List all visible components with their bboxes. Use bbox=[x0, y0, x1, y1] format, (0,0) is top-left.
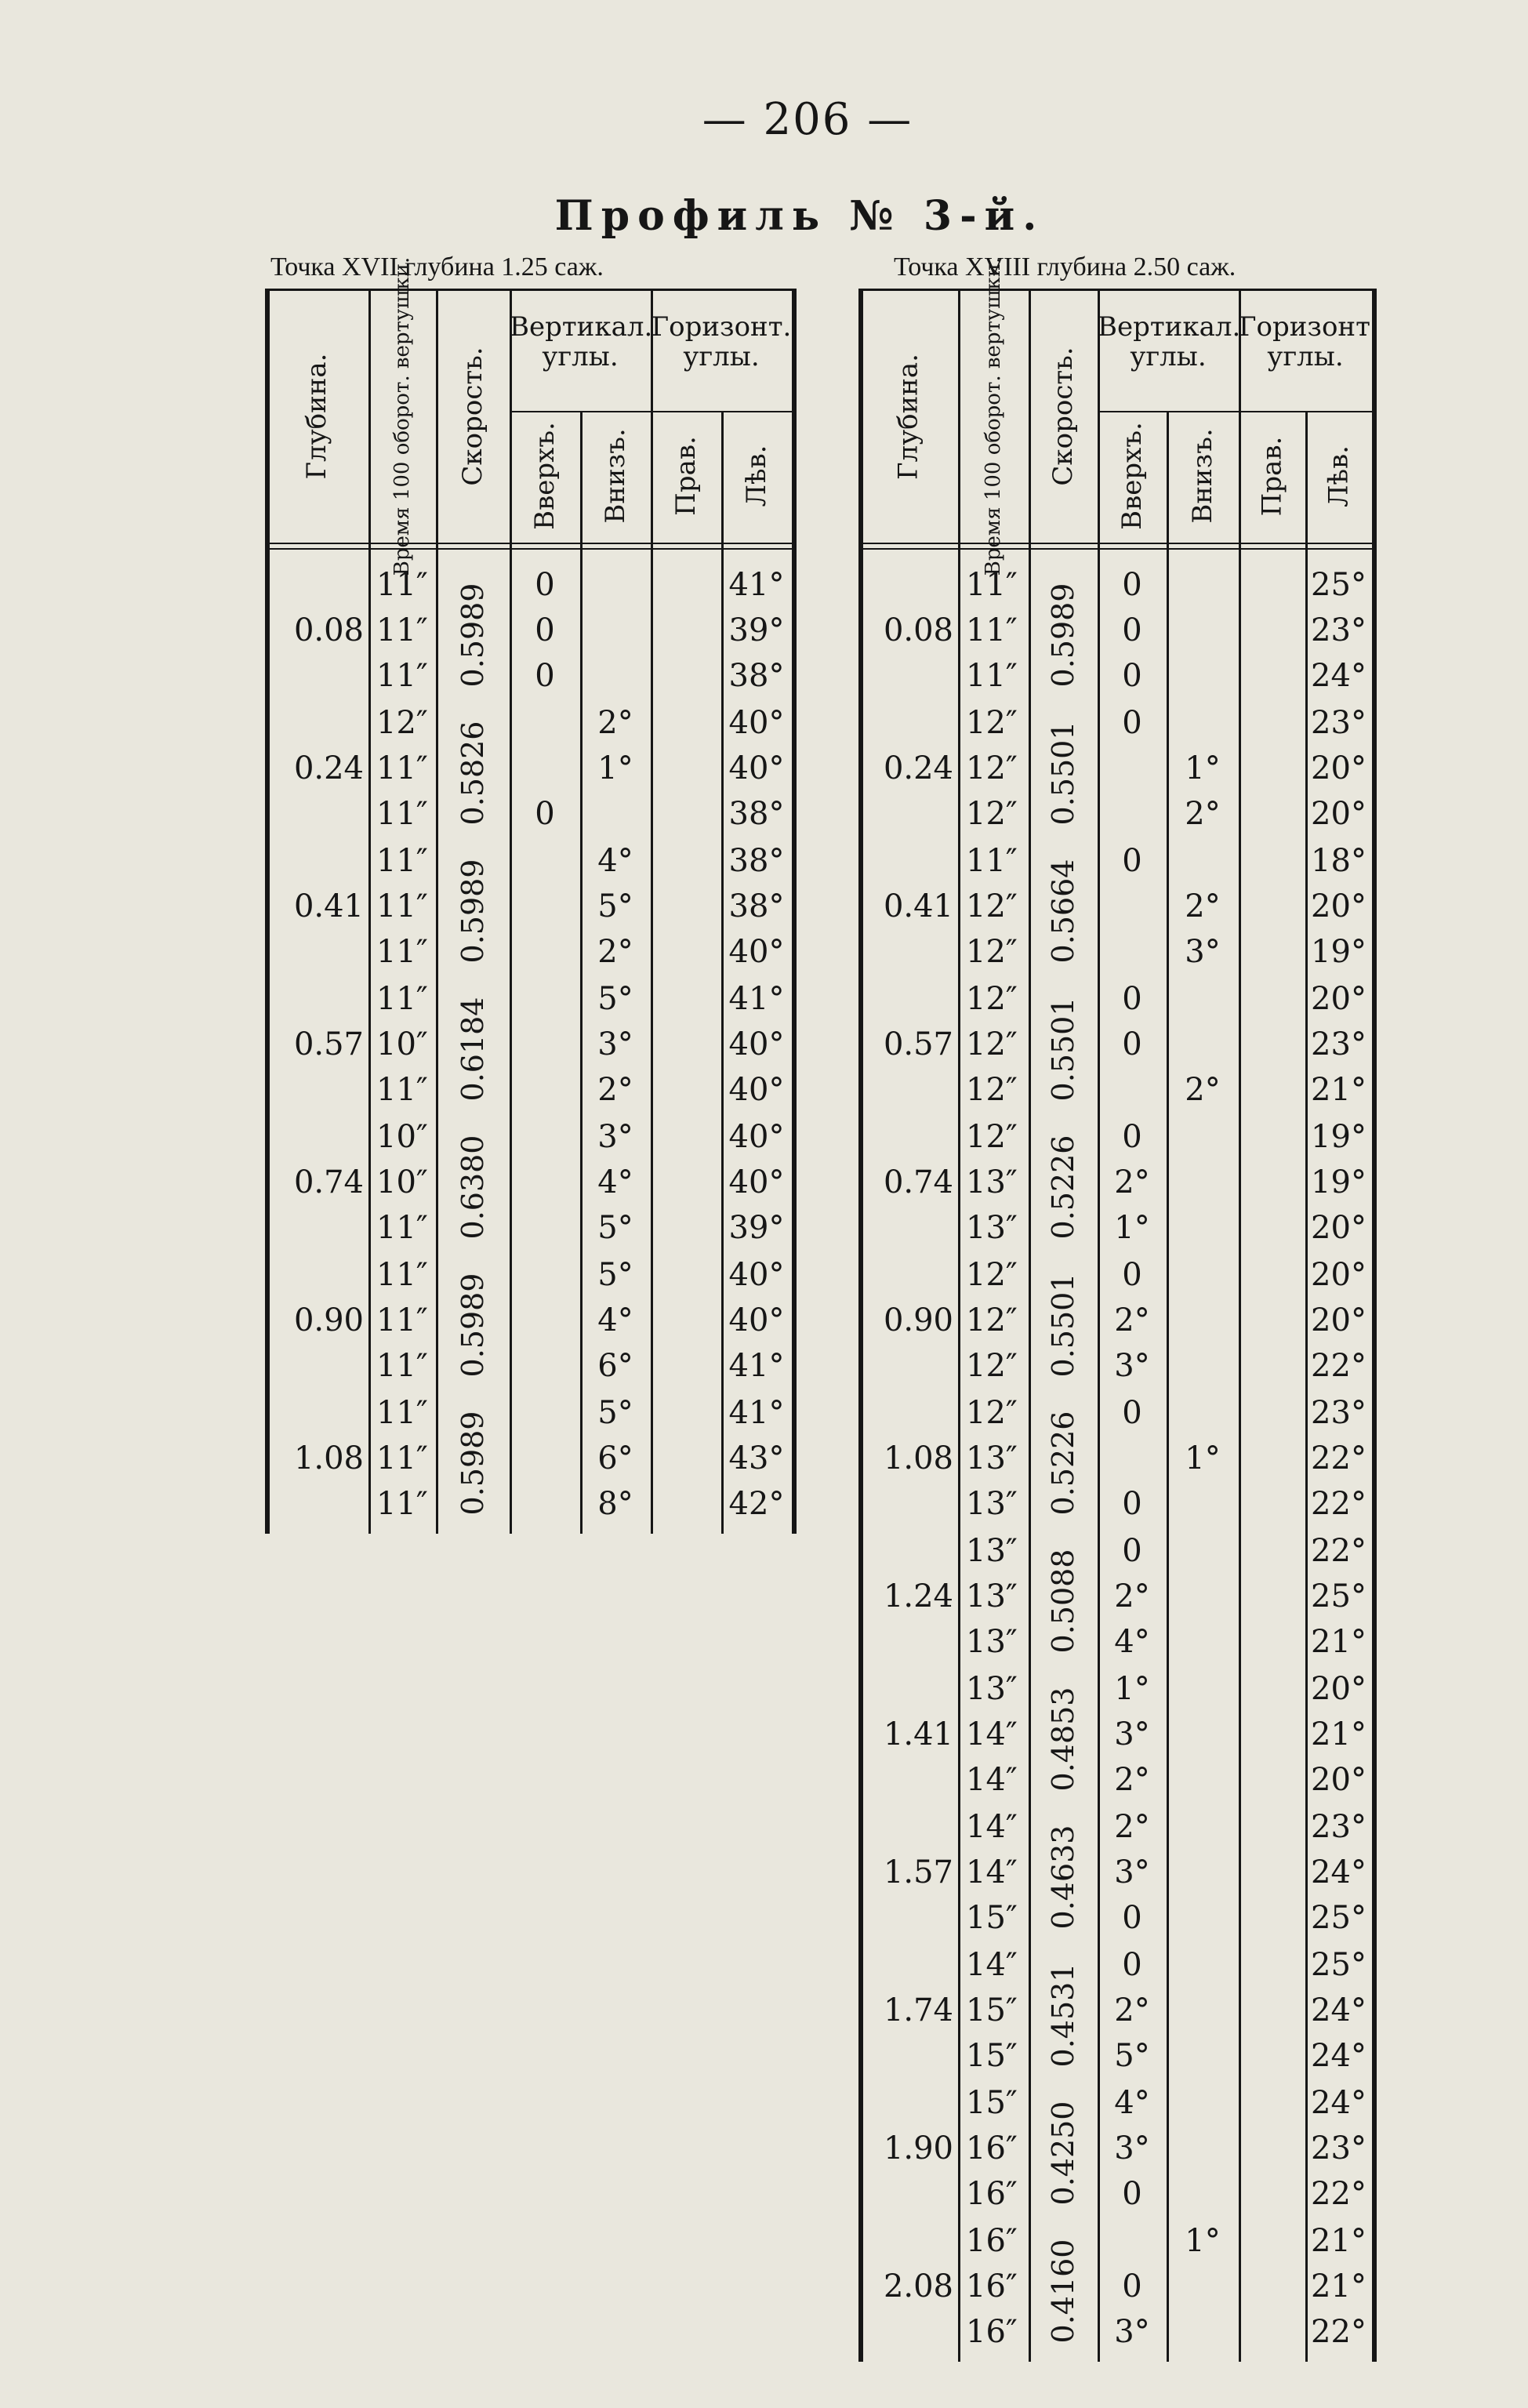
up-angle-value: 0 bbox=[1122, 1026, 1142, 1062]
time-value: 10″ bbox=[376, 1119, 428, 1155]
left-angle-value: 22° bbox=[1311, 1440, 1366, 1476]
time-value: 13″ bbox=[966, 1440, 1018, 1476]
time-value: 12″ bbox=[966, 934, 1018, 970]
depth-value: 1.08 bbox=[293, 1440, 364, 1476]
up-angle-value: 5° bbox=[1114, 2038, 1150, 2074]
left-angle-value: 25° bbox=[1311, 1900, 1366, 1936]
left-angle-value: 40° bbox=[728, 1164, 785, 1200]
down-angle-value: 3° bbox=[1185, 934, 1221, 970]
up-angle-value: 0 bbox=[535, 796, 555, 832]
time-value: 11″ bbox=[966, 843, 1018, 879]
time-value: 15″ bbox=[966, 1992, 1018, 2028]
left-angle-value: 20° bbox=[1311, 750, 1366, 786]
speed-value: 0.5501 bbox=[1046, 1273, 1080, 1378]
time-value: 12″ bbox=[966, 796, 1018, 832]
left-angle-value: 21° bbox=[1311, 1716, 1366, 1752]
time-value: 14″ bbox=[966, 1809, 1018, 1845]
depth-value: 1.90 bbox=[883, 2130, 953, 2166]
time-value: 14″ bbox=[966, 1762, 1018, 1798]
column-rule bbox=[1239, 289, 1241, 2362]
left-angle-value: 40° bbox=[728, 934, 785, 970]
speed-value: 0.6184 bbox=[455, 997, 490, 1102]
left-angle-value: 20° bbox=[1311, 1257, 1366, 1293]
up-angle-value: 2° bbox=[1114, 1809, 1150, 1845]
depth-value: 0.24 bbox=[293, 750, 364, 786]
depth-value: 1.41 bbox=[883, 1716, 953, 1752]
depth-value: 0.41 bbox=[883, 888, 953, 924]
header-bottom-rule bbox=[265, 543, 792, 550]
up-angle-value: 0 bbox=[535, 612, 555, 648]
speed-value: 0.5226 bbox=[1046, 1411, 1080, 1516]
left-angle-value: 24° bbox=[1311, 1854, 1366, 1890]
up-angle-value: 0 bbox=[1122, 1486, 1142, 1522]
header-left: Лѣв. bbox=[741, 445, 772, 507]
time-value: 11″ bbox=[376, 1257, 428, 1293]
up-angle-value: 2° bbox=[1114, 1992, 1150, 2028]
header-speed: Скорость. bbox=[1047, 347, 1079, 486]
time-value: 11″ bbox=[376, 981, 428, 1017]
depth-value: 0.57 bbox=[293, 1026, 364, 1062]
up-angle-value: 1° bbox=[1114, 1210, 1150, 1246]
left-angle-value: 22° bbox=[1311, 1348, 1366, 1384]
left-angle-value: 21° bbox=[1311, 2268, 1366, 2304]
time-value: 12″ bbox=[966, 888, 1018, 924]
down-angle-value: 5° bbox=[597, 1257, 633, 1293]
time-value: 10″ bbox=[376, 1026, 428, 1062]
down-angle-value: 1° bbox=[1185, 750, 1221, 786]
time-value: 11″ bbox=[376, 843, 428, 879]
time-value: 12″ bbox=[966, 1348, 1018, 1384]
left-angle-value: 19° bbox=[1311, 934, 1366, 970]
time-value: 11″ bbox=[376, 750, 428, 786]
left-angle-value: 23° bbox=[1311, 705, 1366, 741]
up-angle-value: 0 bbox=[1122, 981, 1142, 1017]
time-value: 12″ bbox=[376, 705, 428, 741]
depth-value: 1.24 bbox=[883, 1578, 953, 1614]
left-angle-value: 20° bbox=[1311, 796, 1366, 832]
header-up: Вверхъ. bbox=[1116, 422, 1148, 530]
up-angle-value: 0 bbox=[1122, 1395, 1142, 1431]
up-angle-value: 4° bbox=[1114, 1624, 1150, 1660]
time-value: 11″ bbox=[376, 1210, 428, 1246]
time-value: 13″ bbox=[966, 1578, 1018, 1614]
header-time: Время 100 оборот. вертушки. bbox=[982, 256, 1005, 576]
time-value: 11″ bbox=[376, 1440, 428, 1476]
group-underline bbox=[1239, 411, 1372, 412]
speed-value: 0.4853 bbox=[1046, 1687, 1080, 1792]
down-angle-value: 4° bbox=[597, 843, 633, 879]
header-down: Внизъ. bbox=[1187, 428, 1218, 524]
left-angle-value: 41° bbox=[728, 981, 785, 1017]
time-value: 15″ bbox=[966, 1900, 1018, 1936]
up-angle-value: 3° bbox=[1114, 2314, 1150, 2350]
up-angle-value: 0 bbox=[535, 567, 555, 603]
depth-value: 0.41 bbox=[293, 888, 364, 924]
time-value: 14″ bbox=[966, 1716, 1018, 1752]
left-angle-value: 41° bbox=[728, 567, 785, 603]
left-angle-value: 23° bbox=[1311, 612, 1366, 648]
header-vert_group: Вертикал. углы. bbox=[510, 311, 653, 372]
down-angle-value: 4° bbox=[597, 1302, 633, 1338]
up-angle-value: 0 bbox=[1122, 2176, 1142, 2212]
depth-value: 0.24 bbox=[883, 750, 953, 786]
up-angle-value: 2° bbox=[1114, 1164, 1150, 1200]
left-angle-value: 19° bbox=[1311, 1119, 1366, 1155]
time-value: 11″ bbox=[376, 934, 428, 970]
down-angle-value: 5° bbox=[597, 888, 633, 924]
up-angle-value: 2° bbox=[1114, 1762, 1150, 1798]
left-angle-value: 40° bbox=[728, 1302, 785, 1338]
left-angle-value: 19° bbox=[1311, 1164, 1366, 1200]
left-angle-value: 38° bbox=[728, 888, 785, 924]
left-angle-value: 25° bbox=[1311, 1578, 1366, 1614]
up-angle-value: 0 bbox=[1122, 2268, 1142, 2304]
left-angle-value: 23° bbox=[1311, 1395, 1366, 1431]
left-angle-value: 25° bbox=[1311, 567, 1366, 603]
depth-value: 0.08 bbox=[293, 612, 364, 648]
down-angle-value: 2° bbox=[597, 934, 633, 970]
time-value: 16″ bbox=[966, 2176, 1018, 2212]
left-angle-value: 22° bbox=[1311, 2176, 1366, 2212]
column-rule bbox=[792, 289, 797, 1534]
time-value: 12″ bbox=[966, 1395, 1018, 1431]
left-angle-value: 18° bbox=[1311, 843, 1366, 879]
left-angle-value: 22° bbox=[1311, 1533, 1366, 1569]
down-angle-value: 2° bbox=[1185, 796, 1221, 832]
left-angle-value: 23° bbox=[1311, 2130, 1366, 2166]
time-value: 11″ bbox=[376, 567, 428, 603]
time-value: 11″ bbox=[376, 658, 428, 694]
left-angle-value: 25° bbox=[1311, 1947, 1366, 1983]
left-angle-value: 20° bbox=[1311, 888, 1366, 924]
time-value: 11″ bbox=[376, 1072, 428, 1108]
speed-value: 0.5501 bbox=[1046, 997, 1080, 1102]
time-value: 13″ bbox=[966, 1210, 1018, 1246]
left-angle-value: 20° bbox=[1311, 1210, 1366, 1246]
header-bottom-rule bbox=[858, 543, 1372, 550]
depth-value: 1.08 bbox=[883, 1440, 953, 1476]
up-angle-value: 0 bbox=[1122, 705, 1142, 741]
up-angle-value: 0 bbox=[1122, 1900, 1142, 1936]
down-angle-value: 5° bbox=[597, 981, 633, 1017]
group-underline bbox=[1098, 411, 1239, 412]
down-angle-value: 3° bbox=[597, 1026, 633, 1062]
time-value: 13″ bbox=[966, 1164, 1018, 1200]
left-angle-value: 20° bbox=[1311, 1302, 1366, 1338]
left-angle-value: 21° bbox=[1311, 1072, 1366, 1108]
time-value: 14″ bbox=[966, 1947, 1018, 1983]
left-angle-value: 39° bbox=[728, 612, 785, 648]
time-value: 12″ bbox=[966, 1026, 1018, 1062]
down-angle-value: 2° bbox=[597, 1072, 633, 1108]
header-right: Прав. bbox=[1256, 436, 1287, 516]
up-angle-value: 0 bbox=[535, 658, 555, 694]
column-rule bbox=[958, 289, 960, 2362]
up-angle-value: 0 bbox=[1122, 567, 1142, 603]
time-value: 12″ bbox=[966, 981, 1018, 1017]
time-value: 16″ bbox=[966, 2223, 1018, 2259]
up-angle-value: 0 bbox=[1122, 1257, 1142, 1293]
left-angle-value: 39° bbox=[728, 1210, 785, 1246]
up-angle-value: 0 bbox=[1122, 1119, 1142, 1155]
depth-value: 0.90 bbox=[883, 1302, 953, 1338]
depth-value: 0.74 bbox=[293, 1164, 364, 1200]
left-angle-value: 24° bbox=[1311, 2085, 1366, 2121]
down-angle-value: 6° bbox=[597, 1348, 633, 1384]
header-left: Лѣв. bbox=[1323, 445, 1354, 507]
left-angle-value: 38° bbox=[728, 843, 785, 879]
down-angle-value: 1° bbox=[1185, 1440, 1221, 1476]
header-depth: Глубина. bbox=[301, 353, 332, 480]
time-value: 12″ bbox=[966, 1302, 1018, 1338]
depth-value: 2.08 bbox=[883, 2268, 953, 2304]
header-up: Вверхъ. bbox=[529, 422, 561, 530]
subcolumn-rule bbox=[1167, 411, 1169, 2362]
left-angle-value: 42° bbox=[728, 1486, 785, 1522]
up-angle-value: 2° bbox=[1114, 1578, 1150, 1614]
header-down: Внизъ. bbox=[600, 428, 631, 524]
header-horiz_group: Горизонт. углы. bbox=[651, 311, 792, 372]
depth-value: 0.74 bbox=[883, 1164, 953, 1200]
time-value: 12″ bbox=[966, 1072, 1018, 1108]
down-angle-value: 1° bbox=[597, 750, 633, 786]
speed-value: 0.4633 bbox=[1046, 1825, 1080, 1930]
depth-value: 0.90 bbox=[293, 1302, 364, 1338]
down-angle-value: 2° bbox=[1185, 1072, 1221, 1108]
time-value: 11″ bbox=[376, 1486, 428, 1522]
speed-value: 0.5664 bbox=[1046, 859, 1080, 964]
speed-value: 0.4531 bbox=[1046, 1963, 1080, 2068]
header-vert_group: Вертикал. углы. bbox=[1098, 311, 1241, 372]
left-angle-value: 41° bbox=[728, 1395, 785, 1431]
header-speed: Скорость. bbox=[457, 347, 488, 486]
speed-value: 0.5989 bbox=[455, 1411, 490, 1516]
page-number: — 206 — bbox=[702, 94, 913, 145]
group-underline bbox=[510, 411, 651, 412]
up-angle-value: 0 bbox=[1122, 658, 1142, 694]
table-top-rule bbox=[858, 289, 1372, 291]
left-angle-value: 22° bbox=[1311, 2314, 1366, 2350]
up-angle-value: 0 bbox=[1122, 1947, 1142, 1983]
time-value: 16″ bbox=[966, 2130, 1018, 2166]
depth-value: 1.74 bbox=[883, 1992, 953, 2028]
time-value: 11″ bbox=[966, 612, 1018, 648]
up-angle-value: 0 bbox=[1122, 612, 1142, 648]
depth-value: 1.57 bbox=[883, 1854, 953, 1890]
group-underline bbox=[651, 411, 792, 412]
up-angle-value: 0 bbox=[1122, 843, 1142, 879]
depth-value: 0.08 bbox=[883, 612, 953, 648]
speed-value: 0.5989 bbox=[455, 583, 490, 688]
left-angle-value: 20° bbox=[1311, 981, 1366, 1017]
time-value: 13″ bbox=[966, 1624, 1018, 1660]
left-angle-value: 40° bbox=[728, 1072, 785, 1108]
speed-value: 0.6380 bbox=[455, 1135, 490, 1240]
time-value: 16″ bbox=[966, 2314, 1018, 2350]
table-caption: Точка XVIII глубина 2.50 саж. bbox=[894, 252, 1236, 281]
up-angle-value: 3° bbox=[1114, 1716, 1150, 1752]
time-value: 11″ bbox=[376, 1395, 428, 1431]
time-value: 13″ bbox=[966, 1486, 1018, 1522]
down-angle-value: 8° bbox=[597, 1486, 633, 1522]
time-value: 11″ bbox=[376, 888, 428, 924]
speed-value: 0.5826 bbox=[455, 721, 490, 826]
down-angle-value: 6° bbox=[597, 1440, 633, 1476]
up-angle-value: 0 bbox=[1122, 1533, 1142, 1569]
speed-value: 0.5989 bbox=[1046, 583, 1080, 688]
time-value: 16″ bbox=[966, 2268, 1018, 2304]
page-title: Профиль № 3-й. bbox=[554, 192, 1045, 240]
time-value: 11″ bbox=[966, 567, 1018, 603]
left-angle-value: 21° bbox=[1311, 1624, 1366, 1660]
left-angle-value: 21° bbox=[1311, 2223, 1366, 2259]
time-value: 12″ bbox=[966, 1257, 1018, 1293]
header-time: Время 100 оборот. вертушки. bbox=[390, 256, 414, 576]
left-angle-value: 43° bbox=[728, 1440, 785, 1476]
table-caption: Точка XVII глубина 1.25 саж. bbox=[270, 252, 604, 281]
left-angle-value: 38° bbox=[728, 796, 785, 832]
left-angle-value: 23° bbox=[1311, 1026, 1366, 1062]
left-angle-value: 20° bbox=[1311, 1762, 1366, 1798]
left-angle-value: 22° bbox=[1311, 1486, 1366, 1522]
speed-value: 0.5989 bbox=[455, 859, 490, 964]
down-angle-value: 4° bbox=[597, 1164, 633, 1200]
speed-value: 0.5989 bbox=[455, 1273, 490, 1378]
header-right: Прав. bbox=[670, 436, 702, 516]
left-angle-value: 40° bbox=[728, 705, 785, 741]
depth-value: 0.57 bbox=[883, 1026, 953, 1062]
left-angle-value: 24° bbox=[1311, 2038, 1366, 2074]
time-value: 10″ bbox=[376, 1164, 428, 1200]
down-angle-value: 5° bbox=[597, 1210, 633, 1246]
time-value: 13″ bbox=[966, 1533, 1018, 1569]
up-angle-value: 3° bbox=[1114, 1348, 1150, 1384]
time-value: 11″ bbox=[376, 1348, 428, 1384]
speed-value: 0.5088 bbox=[1046, 1549, 1080, 1654]
down-angle-value: 1° bbox=[1185, 2223, 1221, 2259]
speed-value: 0.5501 bbox=[1046, 721, 1080, 826]
left-angle-value: 40° bbox=[728, 750, 785, 786]
time-value: 15″ bbox=[966, 2038, 1018, 2074]
left-angle-value: 40° bbox=[728, 1119, 785, 1155]
left-angle-value: 23° bbox=[1311, 1809, 1366, 1845]
time-value: 15″ bbox=[966, 2085, 1018, 2121]
time-value: 12″ bbox=[966, 1119, 1018, 1155]
speed-value: 0.5226 bbox=[1046, 1135, 1080, 1240]
down-angle-value: 3° bbox=[597, 1119, 633, 1155]
up-angle-value: 3° bbox=[1114, 2130, 1150, 2166]
left-angle-value: 40° bbox=[728, 1026, 785, 1062]
time-value: 11″ bbox=[376, 796, 428, 832]
up-angle-value: 3° bbox=[1114, 1854, 1150, 1890]
time-value: 12″ bbox=[966, 705, 1018, 741]
left-angle-value: 40° bbox=[728, 1257, 785, 1293]
time-value: 11″ bbox=[376, 612, 428, 648]
column-rule bbox=[1372, 289, 1377, 2362]
speed-value: 0.4250 bbox=[1046, 2101, 1080, 2206]
header-horiz_group: Горизонт. углы. bbox=[1239, 311, 1379, 372]
header-depth: Глубина. bbox=[892, 353, 924, 480]
time-value: 13″ bbox=[966, 1671, 1018, 1707]
table-top-rule bbox=[265, 289, 792, 291]
left-angle-value: 24° bbox=[1311, 1992, 1366, 2028]
down-angle-value: 5° bbox=[597, 1395, 633, 1431]
time-value: 11″ bbox=[966, 658, 1018, 694]
up-angle-value: 2° bbox=[1114, 1302, 1150, 1338]
left-angle-value: 41° bbox=[728, 1348, 785, 1384]
time-value: 11″ bbox=[376, 1302, 428, 1338]
time-value: 14″ bbox=[966, 1854, 1018, 1890]
time-value: 12″ bbox=[966, 750, 1018, 786]
down-angle-value: 2° bbox=[1185, 888, 1221, 924]
left-angle-value: 24° bbox=[1311, 658, 1366, 694]
down-angle-value: 2° bbox=[597, 705, 633, 741]
up-angle-value: 1° bbox=[1114, 1671, 1150, 1707]
speed-value: 0.4160 bbox=[1046, 2239, 1080, 2344]
left-angle-value: 20° bbox=[1311, 1671, 1366, 1707]
left-angle-value: 38° bbox=[728, 658, 785, 694]
up-angle-value: 4° bbox=[1114, 2085, 1150, 2121]
